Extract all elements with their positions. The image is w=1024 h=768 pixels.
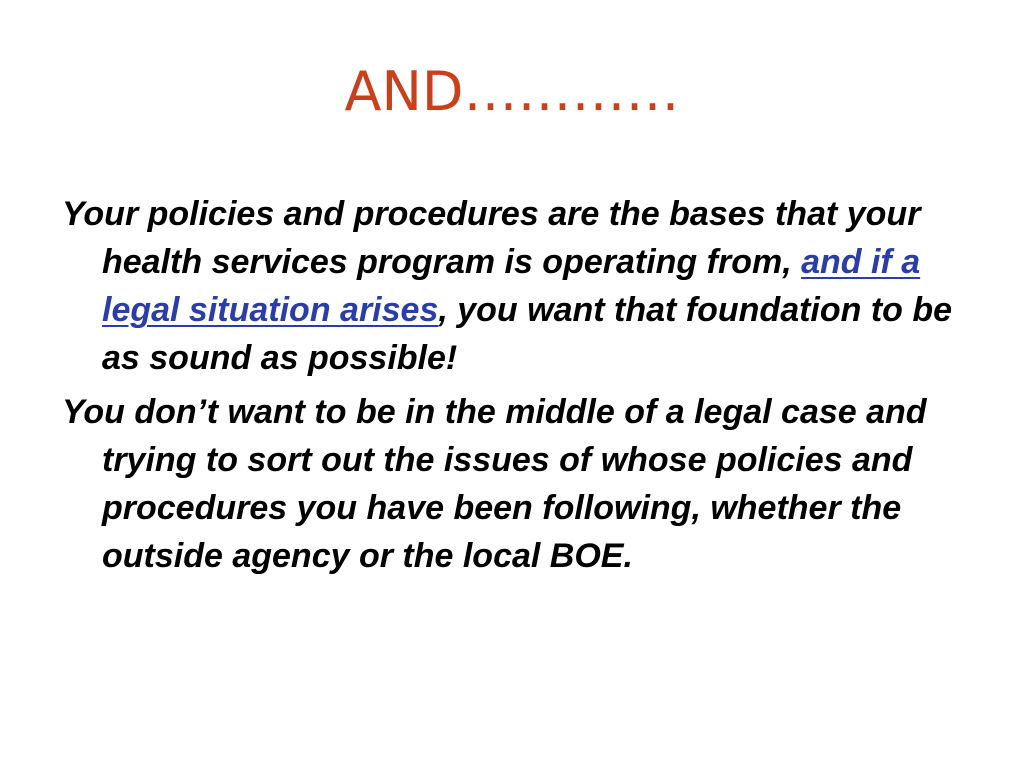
paragraph-1-lead: Your policies and procedures are the bases that your health services program is operating from, [62,195,921,281]
slide-title: AND………… [344,60,680,123]
paragraph-legal-case: You don’t want to be in the middle of a legal case and trying to sort out the issues of whose policies and procedures you have been following, whether the outside agency or the local BOE. [62,393,927,575]
slide-body [62,190,982,580]
link-and-if-a[interactable]: and if a [801,243,921,281]
link-legal-situation-arises[interactable]: legal situation arises [102,291,439,329]
paragraph-policies-foundation [62,190,982,382]
paragraph-1-tail: , you want that foundation to be as sound as possible! [102,291,953,377]
